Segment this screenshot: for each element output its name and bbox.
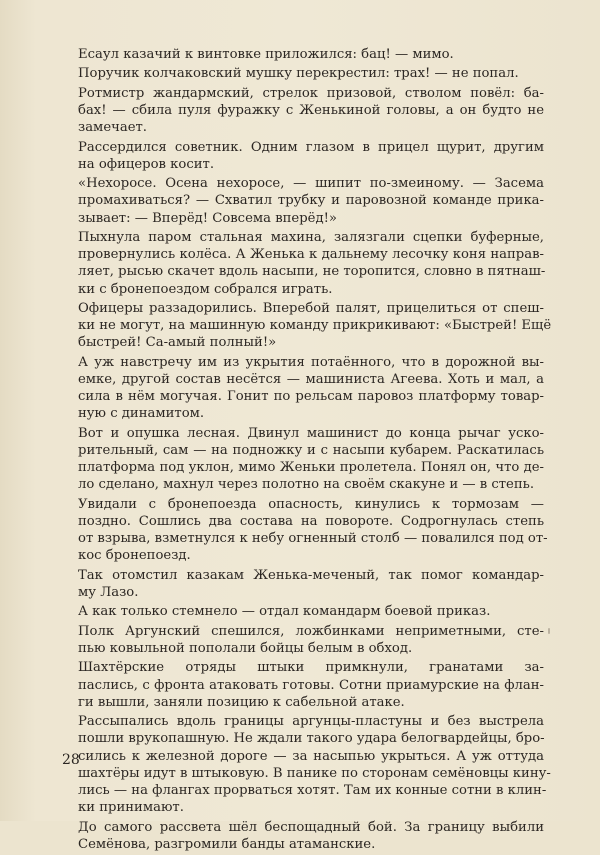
text-line: До самого рассвета шёл беспощадный бой. За границу выбили [78, 819, 544, 835]
text-line: Офицеры раззадорились. Вперебой палят, прицелиться от спеш- [78, 300, 544, 316]
text-line: Так отомстил казакам Женька-меченый, так помог командар- [78, 567, 544, 583]
text-line: Есаул казачий к винтовке приложился: бац! — мимо. [78, 47, 454, 62]
paragraph [62, 65, 544, 82]
text-line: Шахтёрские отряды штыки примкнули, гранатами за- [78, 660, 544, 676]
text-line: паслись, с фронта атаковать готовы. Сотни приамурские на флан- [78, 677, 544, 693]
text-line: Полк Аргунский спешился, ложбинками неприметными, сте- [78, 623, 544, 639]
text-line: емке, другой состав несётся — машиниста Агеева. Хоть и мал, а [78, 371, 544, 387]
text-line: лись — на флангах прорваться хотят. Там их конные сотни в клин- [78, 782, 547, 798]
text-line: пью ковыльной пополали бойцы белым в обход. [78, 640, 413, 656]
text-line: провернулись колёса. А Женька к дальнему лесочку коня направ- [78, 247, 544, 263]
paragraph [62, 623, 544, 657]
text-line: Пыхнула паром стальная махина, залязгали сцепки буферные, [78, 229, 544, 245]
paragraph [62, 659, 544, 711]
text-line: ки не могут, на машинную команду прикрикивают: «Быстрей! Ещё [78, 318, 552, 334]
text-line: «Нехоросе. Осена нехоросе, — шипит по-змеиному. — Засема [78, 176, 544, 192]
text-line: сились к железной дороге — за насыпью укрыться. А уж оттуда [78, 748, 544, 764]
text-line: платформа под уклон, мимо Женьки пролетела. Понял он, что де- [78, 460, 544, 476]
text-line: от взрыва, взметнулся к небу огненный столб — повалился под от- [78, 531, 548, 547]
text-line: замечает. [78, 120, 147, 136]
text-line: бах! — сбила пуля фуражку с Женькиной головы, а он будто не [78, 102, 544, 118]
body-text [62, 46, 552, 855]
text-line: Поручик колчаковский мушку перекрестил: трах! — не попал. [78, 66, 519, 82]
text-line: поздно. Сошлись два состава на повороте. Содрогнулась степь [78, 513, 544, 529]
text-line: сила в нём могучая. Гонит по рельсам паровоз платформу товар- [78, 389, 544, 405]
paragraph [62, 229, 544, 298]
text-line: Ротмистр жандармский, стрелок призовой, стволом повёл: ба- [78, 85, 544, 101]
paragraph [62, 175, 544, 227]
text-line: ляет, рысью скачет вдоль насыпи, не торопится, словно в пятнаш- [78, 264, 546, 280]
text-line: А как только стемнело — отдал командарм боевой приказ. [78, 604, 491, 620]
text-line: Вот и опушка лесная. Двинул машинист до конца рычаг ускo- [78, 425, 544, 441]
paragraph [62, 425, 544, 494]
paper-speck [548, 628, 550, 634]
paragraph [62, 819, 544, 853]
paragraph [62, 139, 544, 173]
text-line: на офицеров косит. [78, 156, 215, 172]
text-line: му Лазо. [78, 584, 139, 600]
text-line: Рассыпались вдоль границы аргунцы-пластуны и без выстрела [78, 714, 544, 730]
text-line: пошли врукопашную. Не ждали такого удара белогвардейцы, бро- [78, 731, 545, 747]
text-line: Рассердился советник. Одним глазом в прицел щурит, другим [78, 139, 544, 155]
page-number: 28 [62, 752, 80, 768]
text-line: А уж навстречу им из укрытия потаённого, что в дорожной вы- [78, 354, 544, 370]
text-line: кос бронепоезд. [78, 548, 191, 564]
text-line: Увидали с бронепоезда опасность, кинулись к тормозам — [78, 496, 544, 512]
text-line: зывает: — Вперёд! Совсема вперёд!» [78, 210, 337, 226]
paragraph [62, 567, 544, 601]
paragraph [62, 85, 544, 137]
text-line: ло сделано, махнул через полотно на своём скакуне и — в степь. [78, 477, 535, 493]
text-line: ки принимают. [78, 800, 184, 816]
paragraph [62, 496, 548, 565]
paragraph [62, 354, 544, 423]
text-line: быстрей! Са-амый полный!» [78, 335, 277, 351]
paragraph [62, 46, 544, 63]
text-line: Семёнова, разгромили банды атаманские. [78, 836, 376, 852]
text-line: ки с бронепоездом собрался играть. [78, 281, 333, 297]
text-line: промахиваться? — Схватил трубку и паровозной команде прика- [78, 193, 544, 209]
text-line: ги вышли, заняли позицию к сабельной атаке. [78, 694, 405, 710]
text-line: рительный, сам — на подножку и с насыпи кубарем. Раскатилась [78, 442, 544, 458]
paragraph [62, 713, 551, 816]
text-line: ную с динамитом. [78, 406, 205, 422]
paragraph [62, 300, 552, 352]
paragraph [62, 603, 544, 620]
text-line: шахтёры идут в штыковую. В панике по сторонам семёновцы кину- [78, 765, 551, 781]
